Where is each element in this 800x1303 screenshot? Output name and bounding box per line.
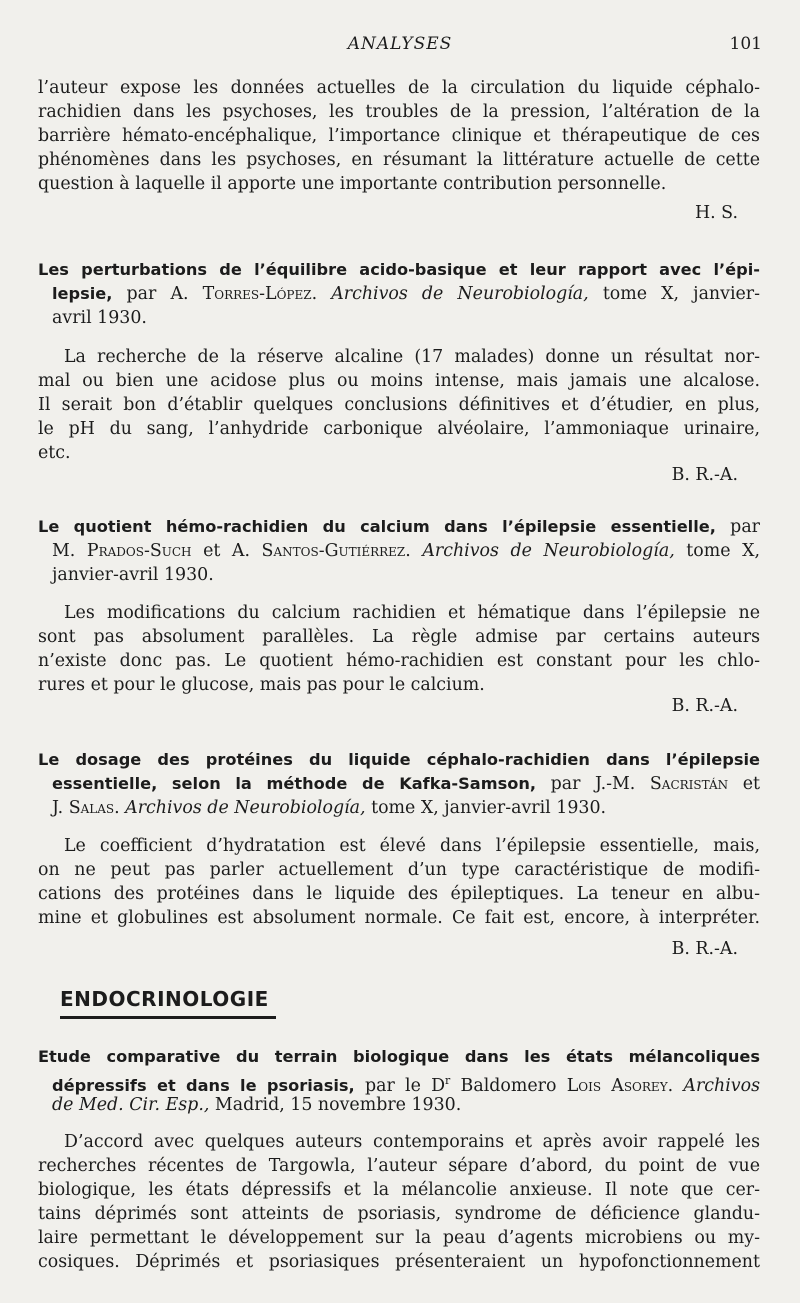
author-join: et (728, 774, 760, 794)
journal-name: Archivos (673, 1075, 760, 1096)
article-title (38, 516, 760, 538)
body-line: sont pas absolument parallèles. La règle admise par certains auteurs (38, 627, 760, 647)
signature: B. R.-A. (671, 939, 738, 959)
article-title-line (52, 1070, 760, 1097)
body-line: rures et pour le glucose, mais pas pour le calcium. (38, 675, 485, 695)
section-heading: ENDOCRINOLOGIE (60, 987, 269, 1011)
body-line: barrière hémato-encéphalique, l’importance clinique et thérapeutique de ces (38, 126, 760, 146)
body-line: Il serait bon d’établir quelques conclusions définitives et d’étudier, en plus, (38, 395, 760, 415)
author-name: Lois Asorey. (566, 1075, 674, 1096)
body-line: tains déprimés sont atteints de psoriasis, syndrome de déficience glandu- (38, 1204, 760, 1224)
by-text: par A. (112, 284, 203, 304)
title-text: Les perturbations de l’équilibre acido-basique et leur rapport avec l’épi- (38, 260, 760, 279)
body-line: cosiques. Déprimés et psoriasiques présenteraient un hypofonctionnement (38, 1252, 760, 1272)
body-line: D’accord avec quelques auteurs contemporains et après avoir rappelé les (64, 1132, 760, 1152)
body-line: l’auteur expose les données actuelles de la circulation du liquide céphalo- (38, 78, 760, 98)
title-text: dépressifs et dans le psoriasis, (52, 1075, 355, 1095)
body-line: Le coefficient d’hydratation est élevé dans l’épilepsie essentielle, mais, (64, 836, 760, 856)
issue-text: tome X, (674, 541, 760, 561)
by-text: par J.-M. (536, 774, 650, 794)
journal-name: de Med. Cir. Esp., (52, 1095, 210, 1115)
title-superscript: r (445, 1074, 451, 1087)
title-text: essentielle, selon la méthode de Kafka-Samson, (52, 774, 537, 793)
article-title (38, 749, 760, 771)
article-title-line (52, 540, 760, 562)
article-title-line (52, 283, 760, 305)
title-text: lepsie, (52, 284, 113, 303)
article-title-line (52, 773, 760, 795)
journal-name: Archivos de Neurobiología, (119, 798, 366, 818)
body-line: phénomènes dans les psychoses, en résumant la littérature actuelle de cette (38, 150, 760, 170)
running-head: ANALYSES (347, 34, 453, 54)
body-line: on ne peut pas parler actuellement d’un type caractéristique de modifi- (38, 860, 760, 880)
signature: H. S. (694, 203, 738, 223)
body-line: le pH du sang, l’anhydride carbonique alvéolaire, l’ammoniaque urinaire, (38, 419, 760, 439)
author-prefix: M. (52, 541, 87, 561)
body-line: question à laquelle il apporte une importante contribution personnelle. (38, 174, 667, 194)
by-text: par (715, 517, 760, 537)
body-line: rachidien dans les psychoses, les troubles de la pression, l’altération de la (38, 102, 760, 122)
issue-text: tome X, janvier- (588, 284, 760, 304)
signature: B. R.-A. (671, 696, 738, 716)
body-line: recherches récentes de Targowla, l’auteur sépare d’abord, du point de vue (38, 1156, 760, 1176)
author-name: Sacristán (649, 774, 729, 794)
journal-name: Archivos de Neurobiología, (317, 284, 589, 304)
body-line: mal ou bien une acidose plus ou moins intense, mais jamais une alcalose. (38, 371, 760, 391)
body-line: n’existe donc pas. Le quotient hémo-rachidien est constant pour les chlo- (38, 651, 760, 671)
article-title (38, 1046, 760, 1068)
article-date: avril 1930. (52, 308, 147, 328)
issue-text: Madrid, 15 novembre 1930. (209, 1095, 462, 1115)
by-text: par le D (354, 1075, 446, 1096)
author-name: Torres-López. (202, 284, 318, 304)
author-name: Salas. (68, 798, 120, 818)
title-text: Le dosage des protéines du liquide céphalo-rachidien dans l’épilepsie (38, 750, 760, 769)
body-line: La recherche de la réserve alcaline (17 malades) donne un résultat nor- (64, 347, 760, 367)
article-date: janvier-avril 1930. (52, 565, 214, 585)
section-underline (60, 1016, 276, 1019)
author-prefix: J. (52, 798, 69, 818)
author-given-name: Baldomero (450, 1075, 567, 1096)
body-line: biologique, les états dépressifs et la mélancolie anxieuse. Il note que cer- (38, 1180, 760, 1200)
author-name: Santos-Gutiérrez. (261, 541, 411, 561)
body-line: etc. (38, 443, 71, 463)
journal-name: Archivos de Neurobiología, (410, 541, 675, 561)
title-text: Le quotient hémo-rachidien du calcium dans l’épilepsie essentielle, (38, 517, 716, 536)
article-title-line (52, 797, 760, 819)
issue-text: tome X, janvier-avril 1930. (365, 798, 607, 818)
page-header (38, 34, 762, 56)
signature: B. R.-A. (671, 465, 738, 485)
body-line: Les modifications du calcium rachidien et hématique dans l’épilepsie ne (64, 603, 760, 623)
author-join: et A. (191, 541, 262, 561)
article-title-line (52, 1094, 760, 1116)
body-line: cations des protéines dans le liquide des épileptiques. La teneur en albu- (38, 884, 760, 904)
title-text: Etude comparative du terrain biologique dans les états mélancoliques (38, 1047, 760, 1066)
author-name: Prados-Such (86, 541, 192, 561)
body-line: laire permettant le développement sur la peau d’agents microbiens ou my- (38, 1228, 760, 1248)
article-title (38, 259, 760, 281)
page-number: 101 (729, 34, 762, 54)
body-line: mine et globulines est absolument normale. Ce fait est, encore, à interpréter. (38, 908, 760, 928)
